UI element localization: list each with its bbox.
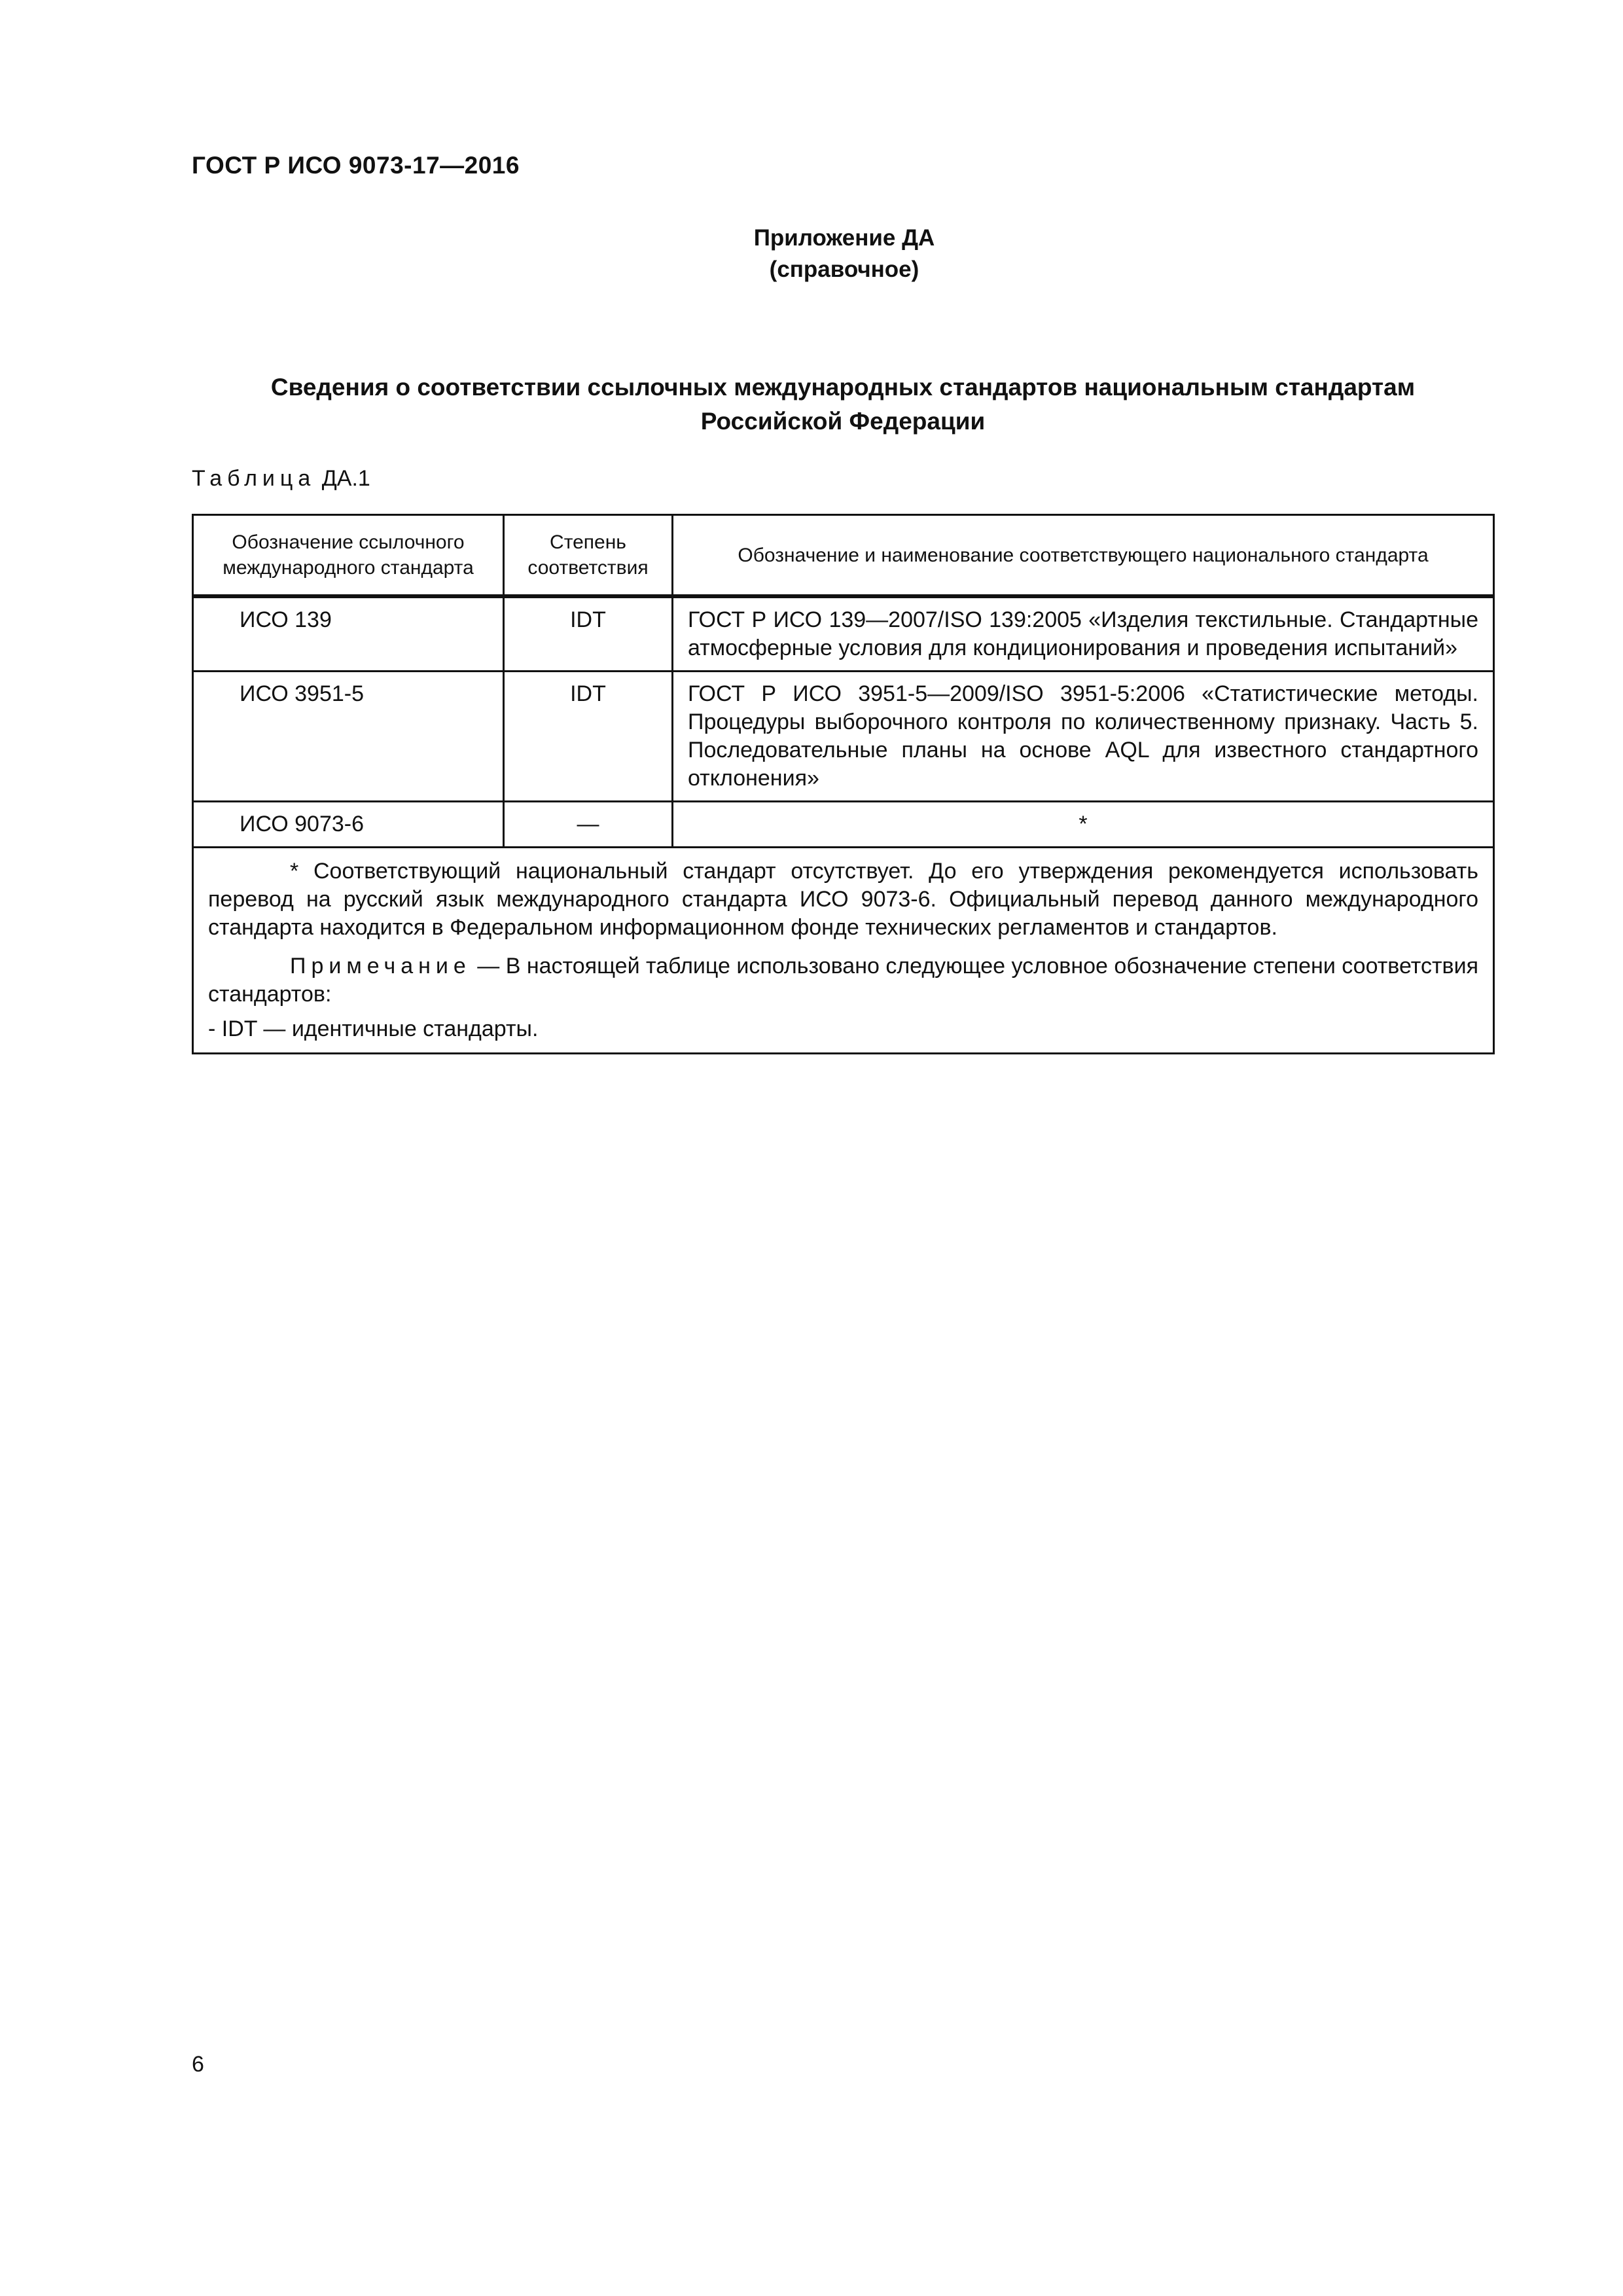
appendix-heading — [0, 223, 1623, 285]
appendix-kind: (справочное) — [769, 257, 919, 282]
header-national-standard: Обозначение и наименование соответствующего национального стандарта — [673, 515, 1494, 597]
table-footnote: * Соответствующий национальный стандарт отсутствует. До его утверждения рекомендуется использовать перевод на русский язык международного стандарта ИСО 9073-6. Официальный перевод данного международного стандарта находится в Федеральном информационном фонде технических регламентов и стандартов. — [208, 859, 1478, 940]
idt-definition: - IDT — идентичные стандарты. — [208, 1016, 539, 1041]
cell-iso-designation: ИСО 3951-5 — [193, 672, 504, 802]
table-row — [193, 672, 1494, 802]
cell-national-standard: ГОСТ Р ИСО 139—2007/ISO 139:2005 «Изделия текстильные. Стандартные атмосферные условия для кондиционирования и проведения испытаний» — [673, 596, 1494, 672]
cell-national-standard: * — [673, 802, 1494, 848]
section-title-line-1: Сведения о соответствии ссылочных международных стандартов национальным стандартам — [270, 374, 1416, 401]
appendix-title: Приложение ДА — [753, 225, 935, 251]
cell-degree: — — [504, 802, 673, 848]
cell-iso-designation: ИСО 9073-6 — [193, 802, 504, 848]
table-caption-word: Таблица — [192, 466, 316, 491]
section-title — [192, 370, 1494, 439]
note-text: — В настоящей таблице использовано следующее условное обозначение степени соответствия стандартов: — [208, 954, 1478, 1007]
cell-iso-designation: ИСО 139 — [193, 596, 504, 672]
section-title-line-2: Российской Федерации — [700, 408, 986, 435]
cell-national-standard: ГОСТ Р ИСО 3951-5—2009/ISO 3951-5:2006 «Статистические методы. Процедуры выборочного контроля по количественному признаку. Часть 5. Последовательные планы на основе AQL для известного стандартного отклонения» — [673, 672, 1494, 802]
table-header-row — [193, 515, 1494, 597]
table-footer-row — [193, 848, 1494, 1054]
header-degree-of-correspondence: Степень соответствия — [504, 515, 673, 597]
table-row — [193, 596, 1494, 672]
standards-correspondence-table — [192, 514, 1495, 1054]
note-label: Примечание — [290, 954, 471, 978]
cell-degree: IDT — [504, 672, 673, 802]
header-international-standard: Обозначение ссылочного международного стандарта — [193, 515, 504, 597]
cell-degree: IDT — [504, 596, 673, 672]
table-row — [193, 802, 1494, 848]
table-notes — [193, 848, 1494, 1054]
page-number: 6 — [192, 2052, 204, 2077]
document-header-code: ГОСТ Р ИСО 9073-17—2016 — [192, 152, 520, 179]
table-note — [208, 952, 1478, 1009]
table-caption — [192, 466, 370, 492]
table-caption-number: ДА.1 — [321, 466, 370, 491]
